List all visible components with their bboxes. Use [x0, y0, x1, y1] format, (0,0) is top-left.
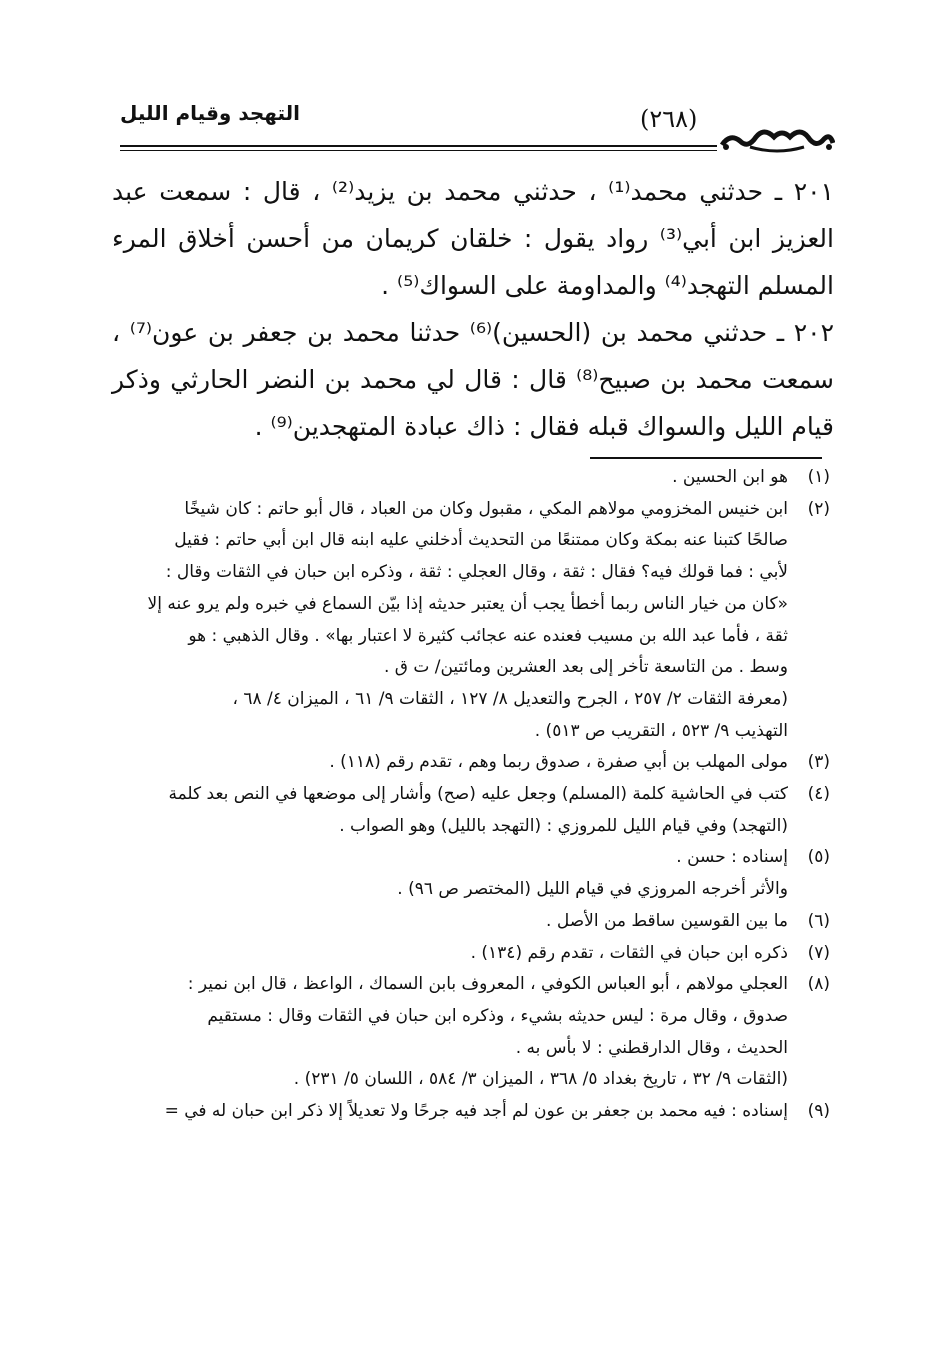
footnote-line: صدوق ، وقال مرة : ليس حديثه بشيء ، وذكره ابن حبان في الثقات وقال : مستقيم	[207, 1005, 788, 1026]
footnote-text	[110, 938, 788, 970]
footnote-text	[110, 842, 788, 905]
footnote-number: (٩)	[807, 1101, 830, 1122]
footnote-divider	[590, 457, 822, 459]
footnote-number: (١)	[807, 467, 830, 487]
footnote-number: (٤)	[807, 784, 830, 805]
footnote-number: (٣)	[807, 752, 830, 773]
header-ornament-icon	[720, 125, 835, 153]
footnote-text	[110, 1096, 788, 1128]
footnote	[110, 906, 830, 938]
footnote-line: ذكره ابن حبان في الثقات ، تقدم رقم (١٣٤) .	[470, 942, 788, 963]
footnote-line: (التهجد) وفي قيام الليل للمروزي : (التهجد بالليل) وهو الصواب .	[339, 815, 788, 836]
footnote-line: صالحًا كتبنا عنه بمكة وكان ممتنعًا من التحديث أدخلني عليه ابنه قال ابن أبي حاتم : فقيل	[174, 530, 788, 551]
main-text	[112, 168, 834, 450]
footnote-line: «كان من خيار الناس ربما أخطأ يجب أن يعتبر حديثه إذا بيّن السماع في خبره ولم يرو عنه إلا	[147, 593, 788, 614]
footnote-text	[110, 969, 788, 1096]
footnote-line: كتب في الحاشية كلمة (المسلم) وجعل عليه (صح) وأشار إلى موضعها في النص بعد كلمة	[168, 784, 788, 805]
footnote	[110, 842, 830, 905]
footnote-text	[110, 462, 788, 494]
page-number: (٢٦٨)	[640, 105, 698, 133]
footnote-line: ثقة ، فأما عبد الله بن مسيب فعنده عنه عجائب كثيرة لا اعتبار بها» . وقال الذهبي : هو	[188, 625, 788, 646]
footnote-line: الحديث ، وقال الدارقطني : لا بأس به .	[515, 1037, 788, 1058]
footnote-line: إسناده : حسن .	[676, 847, 788, 868]
footnote	[110, 462, 830, 494]
footnote	[110, 969, 830, 1096]
running-title: التهجد وقيام الليل	[120, 101, 301, 125]
hadith-202: ٢٠٢ ـ حدثني محمد بن (الحسين)⁽⁶⁾ حدثنا محمد بن جعفر بن عون⁽⁷⁾ ، سمعت محمد بن صبيح⁽⁸⁾ قال : قال لي محمد بن النضر الحارثي وذكر قيام الليل والسواك قبله فقال : ذاك عبادة المتهجدين⁽⁹⁾ .	[112, 318, 835, 441]
footnote-text	[110, 906, 788, 938]
footnote-line: العجلي مولاهم ، أبو العباس الكوفي ، المعروف بابن السماك ، الواعظ ، قال ابن نمير :	[187, 974, 788, 995]
hadith-201: ٢٠١ ـ حدثني محمد⁽¹⁾ ، حدثني محمد بن يزيد⁽²⁾ ، قال : سمعت عبد العزيز ابن أبي⁽³⁾ رواد يقول : خلقان كريمان من أحسن أخلاق المرء المسلم التهجد⁽⁴⁾ والمداومة على السواك⁽⁵⁾ .	[112, 177, 834, 300]
footnote-line: (معرفة الثقات ٢/ ٢٥٧ ، الجرح والتعديل ٨/ ١٢٧ ، الثقات ٩/ ٦١ ، الميزان ٤/ ٦٨ ،	[232, 688, 788, 709]
footnote	[110, 747, 830, 779]
footnotes	[110, 462, 830, 1128]
footnote-line: هو ابن الحسين .	[672, 467, 788, 487]
footnote-line: إسناده : فيه محمد بن جعفر بن عون لم أجد فيه جرحًا ولا تعديلاً إلا ذكر ابن حبان له في =	[164, 1101, 788, 1122]
footnote-number: (٧)	[807, 942, 830, 963]
footnote-number: (٨)	[807, 974, 830, 995]
footnote-line: (الثقات ٩/ ٣٢ ، تاريخ بغداد ٥/ ٣٦٨ ، الميزان ٣/ ٥٨٤ ، اللسان ٥/ ٢٣١) .	[293, 1069, 788, 1090]
footnote-line: التهذيب ٩/ ٥٢٣ ، التقريب ص ٥١٣) .	[534, 720, 788, 741]
footnote-line: والأثر أخرجه المروزي في قيام الليل (المختصر ص ٩٦) .	[397, 879, 788, 900]
header-rule-thin	[120, 150, 717, 151]
footnote-number: (٦)	[807, 910, 830, 931]
page-header	[110, 95, 835, 157]
footnote	[110, 1096, 830, 1128]
footnote-line: ما بين القوسين ساقط من الأصل .	[546, 910, 788, 931]
footnote-line: مولى المهلب بن أبي صفرة ، صدوق ربما وهم ، تقدم رقم (١١٨) .	[329, 752, 788, 773]
footnote-text	[110, 747, 788, 779]
footnote-line: لأبي : فما قولك فيه؟ فقال : ثقة ، وقال العجلي : ثقة ، وذكره ابن حبان في الثقات وقال :	[165, 562, 788, 583]
footnote	[110, 494, 830, 748]
header-rule	[120, 145, 717, 147]
footnote-text	[110, 494, 788, 748]
footnote	[110, 938, 830, 970]
footnote-number: (٥)	[807, 847, 830, 868]
footnote-line: وسط . من التاسعة تأخر إلى بعد العشرين ومائتين/ ت ق .	[383, 657, 788, 678]
footnote	[110, 779, 830, 842]
footnote-line: ابن خنيس المخزومي مولاهم المكي ، مقبول وكان من العباد ، قال أبو حاتم : كان شيخًا	[184, 498, 788, 519]
footnote-text	[110, 779, 788, 842]
footnote-number: (٢)	[807, 498, 830, 519]
